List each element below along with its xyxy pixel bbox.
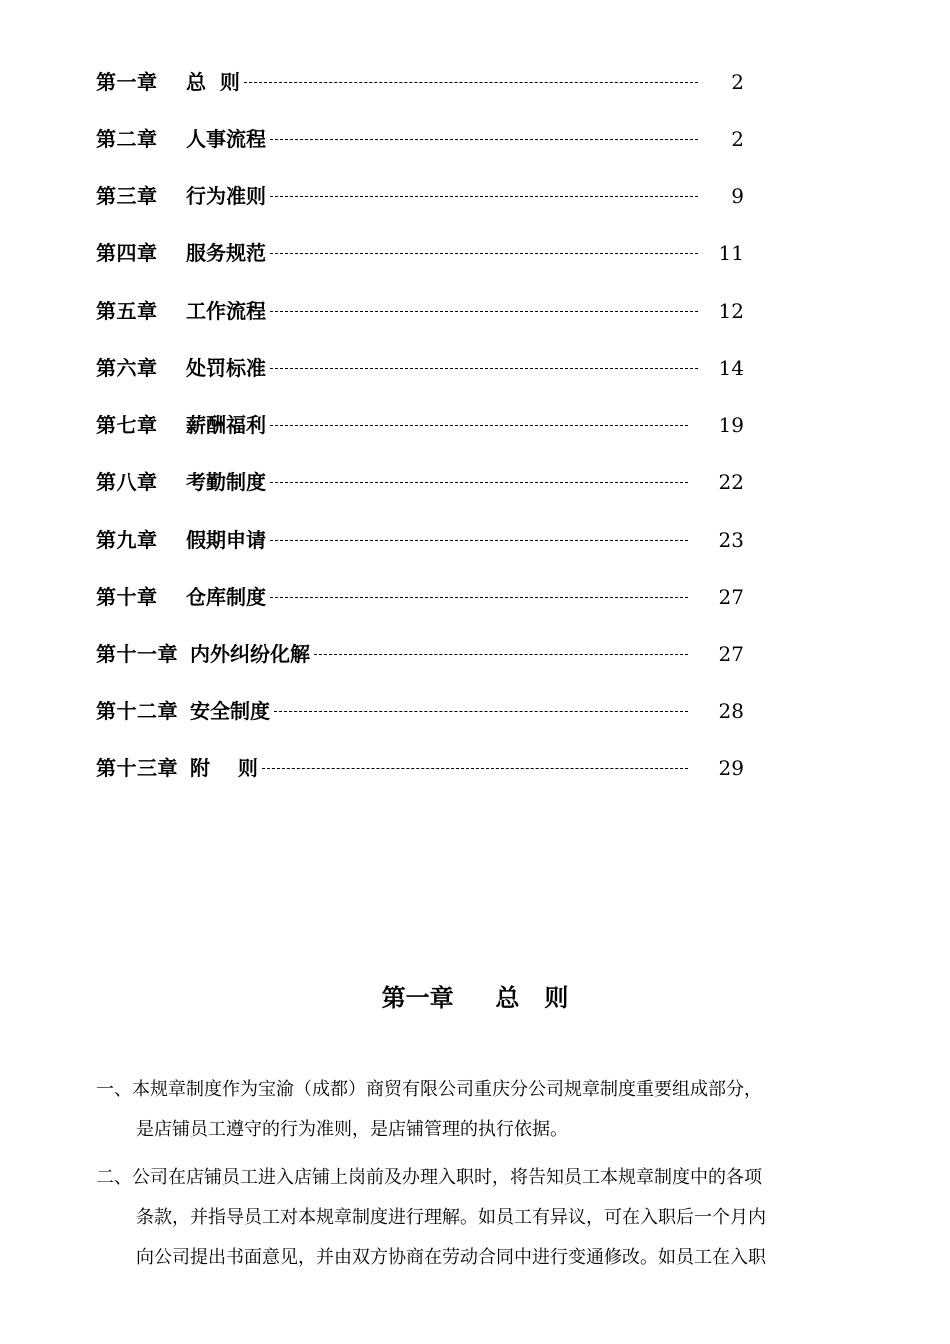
toc-page-number: 27 xyxy=(718,585,744,609)
paragraph-line: 是店铺员工遵守的行为准则，是店铺管理的执行依据。 xyxy=(136,1119,568,1140)
toc-page-number: 14 xyxy=(718,356,744,380)
toc-entry[interactable] xyxy=(96,238,756,268)
toc-entry[interactable] xyxy=(96,639,756,669)
toc-leader-dashes xyxy=(270,597,688,598)
paragraph-line: 向公司提出书面意见，并由双方协商在劳动合同中进行变通修改。如员工在入职 xyxy=(136,1247,766,1268)
toc-entry[interactable] xyxy=(96,67,756,97)
toc-entry-title: 第三章 xyxy=(96,184,158,208)
toc-page-number: 19 xyxy=(718,413,744,437)
toc-entry-name: 仓库制度 xyxy=(186,585,266,609)
toc-leader-dashes xyxy=(270,311,698,312)
toc-leader-dashes xyxy=(270,482,688,483)
toc-page-number: 27 xyxy=(718,642,744,666)
toc-page-number: 29 xyxy=(718,756,744,780)
toc-page-number: 22 xyxy=(718,470,744,494)
toc-entry[interactable] xyxy=(96,696,756,726)
toc-entry-title: 第十章 xyxy=(96,585,158,609)
toc-entry-name: 服务规范 xyxy=(186,241,266,265)
paragraph xyxy=(96,1070,816,1150)
toc-entry[interactable] xyxy=(96,181,756,211)
toc-entry[interactable] xyxy=(96,467,756,497)
toc-page-number: 2 xyxy=(731,127,744,151)
toc-entry-name: 附 则 xyxy=(190,756,258,780)
toc-entry-title: 第二章 xyxy=(96,127,158,151)
paragraph-line: 一、本规章制度作为宝渝（成都）商贸有限公司重庆分公司规章制度重要组成部分， xyxy=(96,1079,762,1100)
toc-entry-name: 工作流程 xyxy=(186,299,266,323)
toc-leader-dashes xyxy=(270,425,688,426)
toc-entry-name: 处罚标准 xyxy=(186,356,266,380)
paragraph-line: 二、公司在店铺员工进入店铺上岗前及办理入职时，将告知员工本规章制度中的各项 xyxy=(96,1167,762,1188)
toc-leader-dashes xyxy=(270,253,698,254)
toc-entry-name: 考勤制度 xyxy=(186,470,266,494)
toc-page-number: 23 xyxy=(718,528,744,552)
toc-entry-title: 第十二章 xyxy=(96,699,178,723)
toc-entry-title: 第五章 xyxy=(96,299,158,323)
chapter-heading: 第一章 总 则 xyxy=(381,983,569,1012)
toc-entry[interactable] xyxy=(96,582,756,612)
toc-entry[interactable] xyxy=(96,410,756,440)
toc-leader-dashes xyxy=(244,82,698,83)
toc-entry-name: 安全制度 xyxy=(190,699,270,723)
toc-leader-dashes xyxy=(270,196,698,197)
toc-entry-name: 内外纠纷化解 xyxy=(190,642,310,666)
toc-entry-title: 第四章 xyxy=(96,241,158,265)
toc-entry-title: 第六章 xyxy=(96,356,158,380)
toc-entry-name: 总 则 xyxy=(186,70,240,94)
toc-entry-title: 第九章 xyxy=(96,528,158,552)
toc-leader-dashes xyxy=(274,711,688,712)
toc-entry-title: 第十一章 xyxy=(96,642,178,666)
toc-leader-dashes xyxy=(270,368,698,369)
toc-entry[interactable] xyxy=(96,525,756,555)
toc-page-number: 12 xyxy=(718,299,744,323)
toc-entry[interactable] xyxy=(96,296,756,326)
body-text xyxy=(96,1070,816,1286)
paragraph xyxy=(96,1158,816,1278)
toc-page-number: 28 xyxy=(718,699,744,723)
toc-entry-name: 薪酬福利 xyxy=(186,413,266,437)
toc-entry[interactable] xyxy=(96,353,756,383)
toc-leader-dashes xyxy=(270,139,698,140)
toc-entry-name: 假期申请 xyxy=(186,528,266,552)
toc-entry-title: 第七章 xyxy=(96,413,158,437)
toc-entry[interactable] xyxy=(96,753,756,783)
toc-page-number: 9 xyxy=(731,184,744,208)
toc-entry-name: 行为准则 xyxy=(186,184,266,208)
toc-page-number: 11 xyxy=(718,241,744,265)
toc-leader-dashes xyxy=(270,540,688,541)
paragraph-line: 条款，并指导员工对本规章制度进行理解。如员工有异议，可在入职后一个月内 xyxy=(136,1207,766,1228)
toc-entry-title: 第八章 xyxy=(96,470,158,494)
toc-entry[interactable] xyxy=(96,124,756,154)
toc-entry-title: 第一章 xyxy=(96,70,158,94)
toc-leader-dashes xyxy=(314,654,688,655)
toc-entry-name: 人事流程 xyxy=(186,127,266,151)
toc-leader-dashes xyxy=(262,768,688,769)
toc-page-number: 2 xyxy=(731,70,744,94)
toc-entry-title: 第十三章 xyxy=(96,756,178,780)
